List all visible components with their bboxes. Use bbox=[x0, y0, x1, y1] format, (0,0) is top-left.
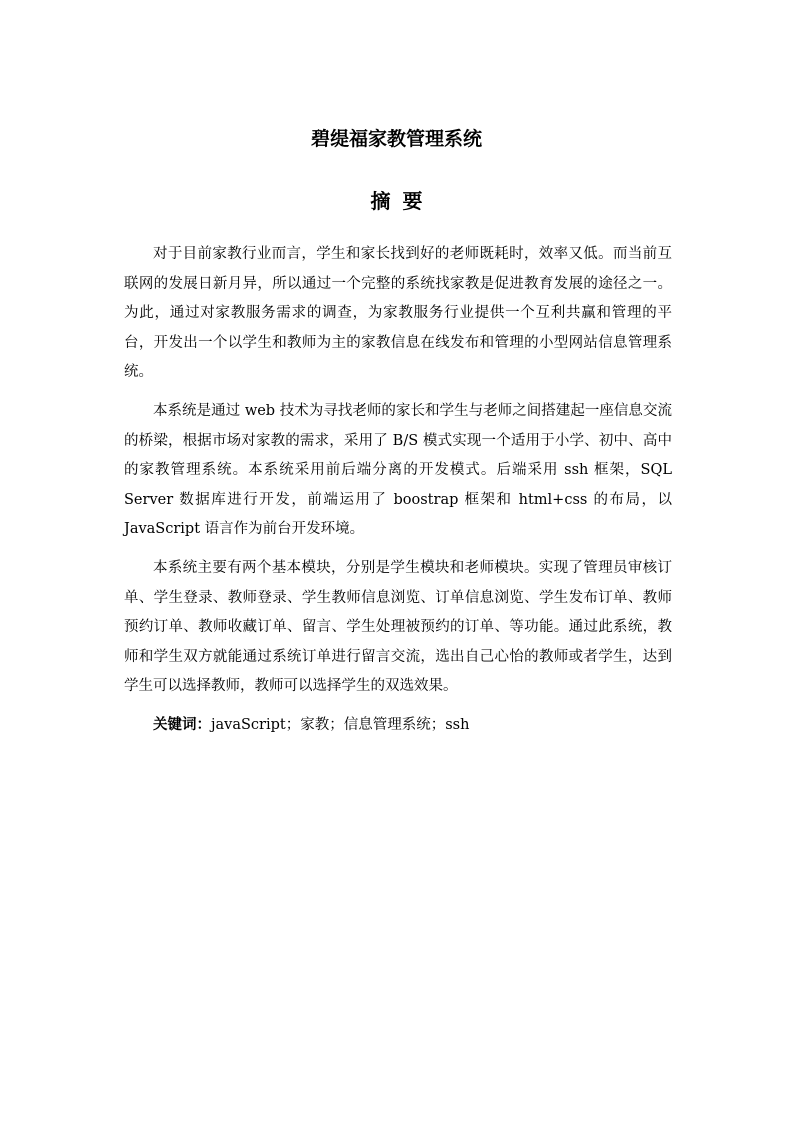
abstract-paragraph-3: 本系统主要有两个基本模块，分别是学生模块和老师模块。实现了管理员审核订单、学生登录、教师登录、学生教师信息浏览、订单信息浏览、学生发布订单、教师预约订单、教师收藏订单、留言、学生处理被预约的订单、等功能。通过此系统，教师和学生双方就能通过系统订单进行留言交流，选出自己心怡的教师或者学生，达到学生可以选择教师，教师可以选择学生的双选效果。 bbox=[124, 559, 672, 695]
abstract-heading: 摘要 bbox=[370, 189, 435, 213]
keywords-label: 关键词： bbox=[153, 716, 211, 733]
abstract-body bbox=[124, 240, 672, 741]
abstract-paragraph-2: 本系统是通过 web 技术为寻找老师的家长和学生与老师之间搭建起一座信息交流的桥梁，根据市场对家教的需求，采用了 B/S 模式实现一个适用于小学、初中、高中的家教管理系统。本系统采用前后端分离的开发模式。后端采用 ssh 框架，SQL Server 数据库进行开发，前端运用了 boostrap 框架和 html+css 的布局，以 JavaScript 语言作为前台开发环境。 bbox=[124, 402, 672, 538]
abstract-paragraph-1: 对于目前家教行业而言，学生和家长找到好的老师既耗时，效率又低。而当前互联网的发展日新月异，所以通过一个完整的系统找家教是促进教育发展的途径之一。为此，通过对家教服务需求的调查，为家教服务行业提供一个互利共赢和管理的平台，开发出一个以学生和教师为主的家教信息在线发布和管理的小型网站信息管理系统。 bbox=[124, 246, 672, 381]
keywords-line bbox=[124, 711, 672, 741]
keywords-text: javaScript；家教；信息管理系统；ssh bbox=[211, 716, 470, 733]
document-title: 碧缇福家教管理系统 bbox=[310, 128, 482, 150]
